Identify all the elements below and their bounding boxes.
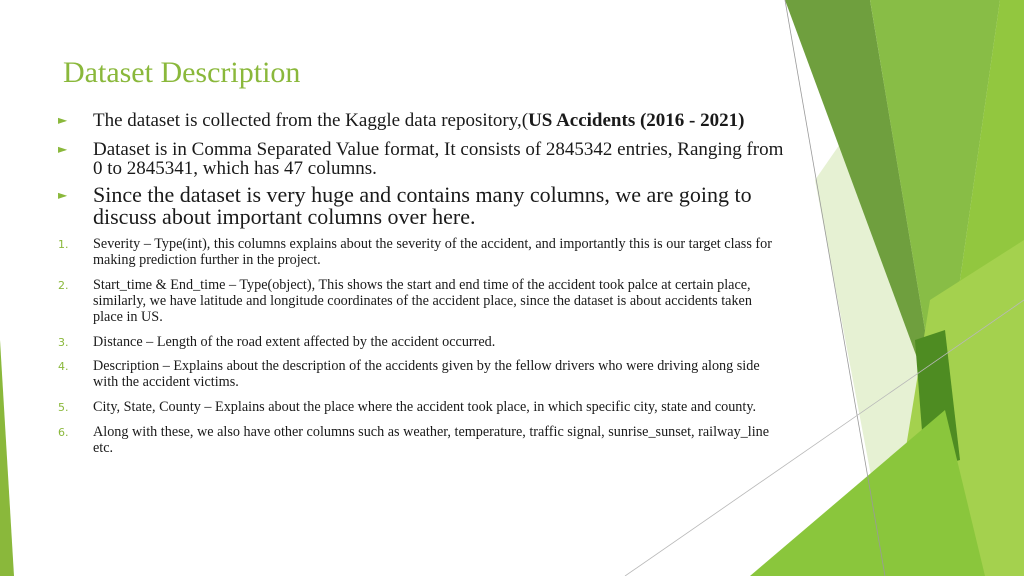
slide-title: Dataset Description [63,56,301,89]
item-number: 2. [58,278,69,292]
bullet-item [55,184,785,228]
numbered-item [55,400,785,416]
item-text: Start_time & End_time – Type(object), This shows the start and end time of the accident took palce at certain place, similarly, we have latitude and longitude coordinates of the accident place, since the dataset is about accidents taken place in US. [93,276,752,325]
numbered-item [55,335,785,351]
item-number: 3. [58,335,69,349]
decor-shape-left [0,340,14,576]
bullet-arrow-icon: ► [58,188,68,202]
numbered-item [55,237,785,269]
bullet-arrow-icon: ► [58,113,68,127]
bullet-item [55,140,785,178]
bullet-item [55,111,785,130]
bullet-text: The dataset is collected from the Kaggle data repository,( [93,110,529,131]
bullet-text: Dataset is in Comma Separated Value format, It consists of 2845342 entries, Ranging from 0 to 2845341, which has 47 columns. [93,139,784,179]
item-number: 6. [58,426,69,440]
item-number: 5. [58,401,69,415]
bullet-bold-text: US Accidents (2016 - 2021) [528,110,745,131]
item-text: Severity – Type(int), this columns explains about the severity of the accident, and importantly this is our target class for making prediction further in the project. [93,236,772,268]
item-number: 4. [58,360,69,374]
item-text: Along with these, we also have other columns such as weather, temperature, traffic signal, sunrise_sunset, railway_line etc. [93,424,770,457]
bullet-arrow-icon: ► [58,142,68,156]
numbered-item [55,278,785,326]
numbered-item [55,359,785,391]
item-number: 1. [58,238,69,251]
numbered-item [55,425,785,457]
bullet-text: Since the dataset is very huge and contains many columns, we are going to discuss about important columns over here. [93,182,752,229]
item-text: City, State, County – Explains about the place where the accident took place, in which specific city, state and county. [93,399,757,416]
item-text: Description – Explains about the description of the accidents given by the fellow drivers who were driving along side with the accident victims. [93,358,760,391]
slide-content [55,111,785,466]
item-text: Distance – Length of the road extent affected by the accident occurred. [93,333,496,350]
